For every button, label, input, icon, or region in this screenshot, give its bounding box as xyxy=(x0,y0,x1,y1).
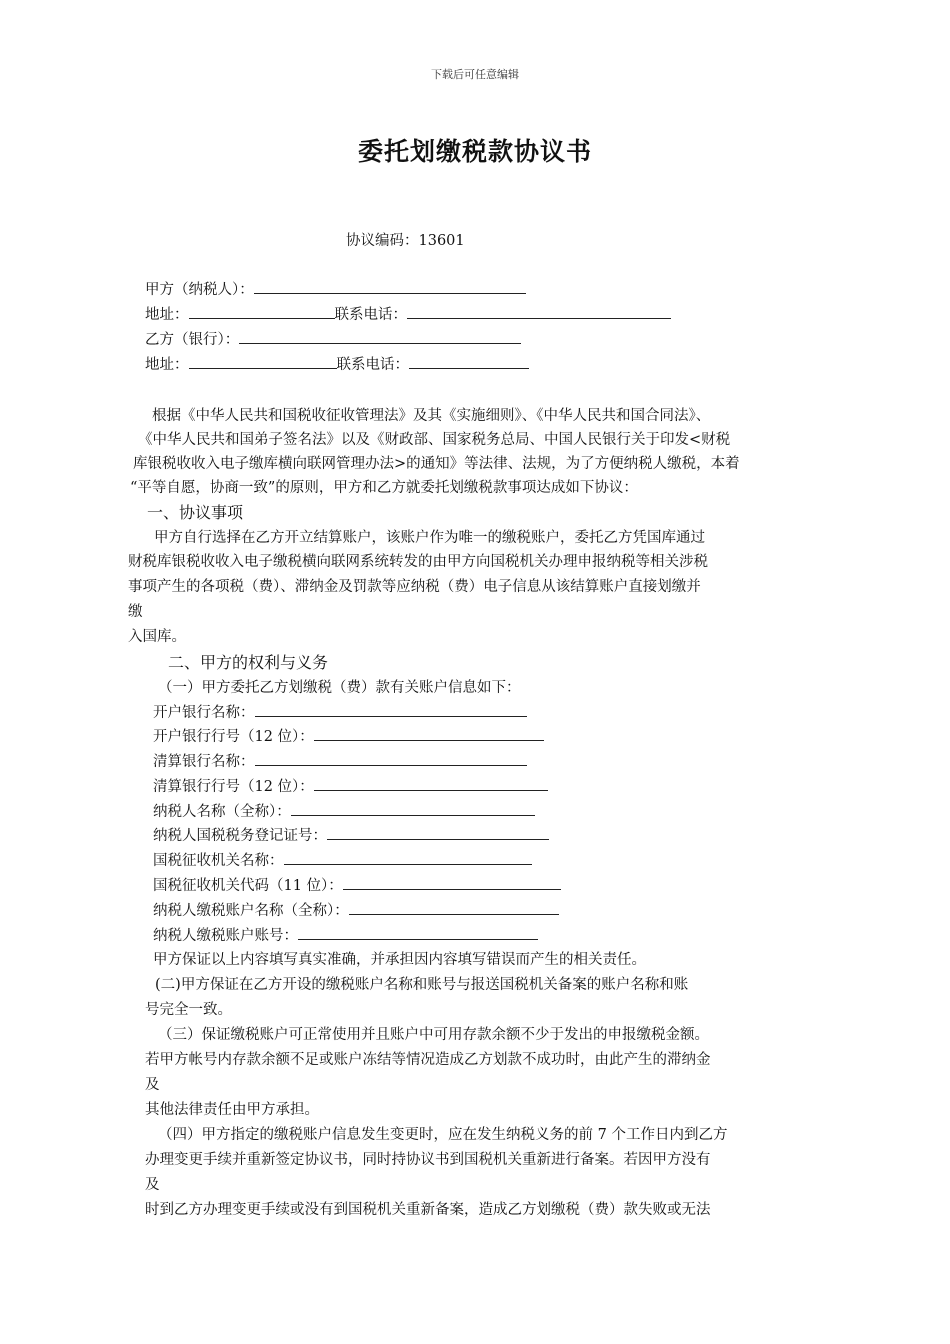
party-b-address-blank[interactable] xyxy=(189,357,337,369)
field-label: 国税征收机关名称： xyxy=(153,853,284,869)
party-b-phone-label: 联系电话： xyxy=(336,357,409,373)
party-a-address-label: 地址： xyxy=(145,307,189,323)
clause-3-line: 若甲方帐号内存款余额不足或账户冻结等情况造成乙方划款不成功时，由此产生的滞纳金 xyxy=(145,1052,711,1068)
section-1-line: 甲方自行选择在乙方开立结算账户，该账户作为唯一的缴税账户，委托乙方凭国库通过 xyxy=(154,530,705,546)
page-header: 下载后可任意编辑 xyxy=(431,68,519,81)
field-blank[interactable] xyxy=(255,705,527,717)
section-1-heading: 一、协议事项 xyxy=(147,503,244,522)
party-a-phone-label: 联系电话： xyxy=(334,307,407,323)
field-account-name xyxy=(153,899,559,920)
intro-line: 根据《中华人民共和国税收征收管理法》及其《实施细则》、《中华人民共和国合同法》、 xyxy=(152,408,711,424)
intro-line: 《中华人民共和国弟子签名法》以及《财政部、国家税务总局、中国人民银行关于印发<财税 xyxy=(138,432,731,448)
party-b-blank[interactable] xyxy=(239,332,521,344)
section-1-line: 财税库银税收收入电子缴税横向联网系统转发的由甲方向国税机关办理申报纳税等相关涉税 xyxy=(128,554,708,570)
party-a-address-row xyxy=(145,303,671,324)
field-account-number xyxy=(153,924,538,945)
party-b-row xyxy=(145,328,521,349)
clause-2-line: 号完全一致。 xyxy=(145,1002,232,1018)
field-blank[interactable] xyxy=(255,754,527,766)
field-clearing-bank-code xyxy=(153,775,548,796)
clause-2-line: (二)甲方保证在乙方开设的缴税账户名称和账号与报送国税机关备案的账户名称和账 xyxy=(155,977,689,993)
clause-4-line: 办理变更手续并重新签定协议书，同时持协议书到国税机关重新进行备案。若因甲方没有 xyxy=(145,1152,711,1168)
clause-3-line: 其他法律责任由甲方承担。 xyxy=(145,1102,319,1118)
field-label: 清算银行名称： xyxy=(153,754,255,770)
field-blank[interactable] xyxy=(298,928,538,940)
field-blank[interactable] xyxy=(291,804,535,816)
section-2-heading: 二、甲方的权利与义务 xyxy=(168,653,329,672)
field-label: 纳税人国税税务登记证号： xyxy=(153,828,327,844)
party-b-address-label: 地址： xyxy=(145,357,189,373)
field-blank[interactable] xyxy=(314,779,548,791)
field-tax-office-code xyxy=(153,874,561,895)
field-tax-office-name xyxy=(153,849,532,870)
section-1-line: 入国库。 xyxy=(128,629,186,645)
document-title: 委托划缴税款协议书 xyxy=(357,137,592,166)
party-a-label: 甲方（纳税人）： xyxy=(145,282,254,298)
field-tax-registration-no xyxy=(153,824,549,845)
field-label: 国税征收机关代码（11 位）： xyxy=(153,878,343,894)
agreement-code-label: 协议编码： xyxy=(346,233,419,249)
clause-4-line: 时到乙方办理变更手续或没有到国税机关重新备案，造成乙方划缴税（费）款失败或无法 xyxy=(145,1202,711,1218)
clause-4-line: 及 xyxy=(145,1177,160,1193)
field-label: 清算银行行号（12 位）： xyxy=(153,779,314,795)
party-b-phone-blank[interactable] xyxy=(409,357,529,369)
party-a-blank[interactable] xyxy=(254,282,526,294)
party-a-row xyxy=(145,278,526,299)
section-1-line: 事项产生的各项税（费）、滞纳金及罚款等应纳税（费）电子信息从该结算账户直接划缴并 xyxy=(128,579,701,595)
field-blank[interactable] xyxy=(349,903,559,915)
agreement-code xyxy=(346,229,465,250)
field-clearing-bank-name xyxy=(153,750,527,771)
clause-3-line: 及 xyxy=(145,1077,160,1093)
party-b-address-row xyxy=(145,353,529,374)
field-label: 开户银行行号（12 位）： xyxy=(153,729,314,745)
field-blank[interactable] xyxy=(343,878,561,890)
clause-3-line: （三）保证缴税账户可正常使用并且账户中可用存款余额不少于发出的申报缴税金额。 xyxy=(158,1027,709,1043)
field-blank[interactable] xyxy=(314,729,544,741)
agreement-code-value: 13601 xyxy=(418,233,465,249)
section-2-sub1: （一）甲方委托乙方划缴税（费）款有关账户信息如下： xyxy=(158,680,521,696)
intro-line: 库银税收收入电子缴库横向联网管理办法>的通知》等法律、法规，为了方便纳税人缴税，本着 xyxy=(133,456,740,472)
party-b-label: 乙方（银行）： xyxy=(145,332,240,348)
party-a-address-blank[interactable] xyxy=(189,307,335,319)
field-label: 纳税人缴税账户账号： xyxy=(153,928,298,944)
field-bank-code xyxy=(153,725,544,746)
field-label: 纳税人名称（全称）： xyxy=(153,804,291,820)
field-blank[interactable] xyxy=(327,828,549,840)
field-bank-name xyxy=(153,701,527,722)
field-label: 纳税人缴税账户名称（全称）： xyxy=(153,903,349,919)
intro-line: “平等自愿，协商一致”的原则，甲方和乙方就委托划缴税款事项达成如下协议： xyxy=(130,480,638,496)
guarantee-text: 甲方保证以上内容填写真实准确，并承担因内容填写错误而产生的相关责任。 xyxy=(153,952,646,968)
section-1-line: 缴 xyxy=(128,604,143,620)
field-label: 开户银行名称： xyxy=(153,705,255,721)
field-blank[interactable] xyxy=(284,853,532,865)
field-taxpayer-name xyxy=(153,800,535,821)
clause-4-line: （四）甲方指定的缴税账户信息发生变更时，应在发生纳税义务的前 7 个工作日内到乙方 xyxy=(158,1127,728,1143)
party-a-phone-blank[interactable] xyxy=(407,307,671,319)
